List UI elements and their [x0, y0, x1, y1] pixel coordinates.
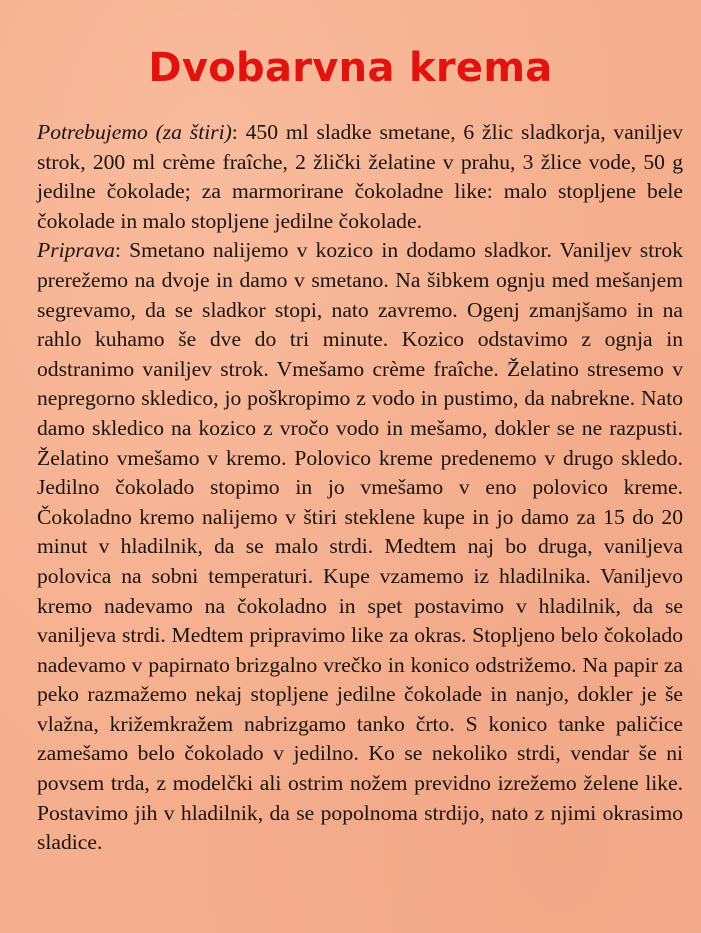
ingredients-separator: :	[231, 120, 246, 144]
ingredients-paragraph	[37, 118, 683, 236]
ingredients-text: 450 ml sladke smetane, 6 žlic sladkorja, vaniljev strok, 200 ml crème fraîche, 2 žlički želatine v prahu, 3 žlice vode, 50 g jedilne čokolade; za marmorirane čokoladne like: malo stopljene bele čokolade in malo stopljene jedilne čokolade.	[37, 120, 683, 233]
preparation-paragraph	[37, 236, 683, 857]
recipe-title: Dvobarvna krema	[148, 45, 553, 91]
preparation-text: Smetano nalijemo v kozico in dodamo sladkor. Vaniljev strok prerežemo na dvoje in damo v smetano. Na šibkem ognju med mešanjem segrevamo, da se sladkor stopi, nato zavremo. Ogenj zmanjšamo in na rahlo kuhamo še dve do tri minute. Kozico odstavimo z ognja in odstranimo vaniljev strok. Vmešamo crème fraîche. Želatino stresemo v nepregorno skledico, jo poškropimo z vodo in pustimo, da nabrekne. Nato damo skledico na kozico z vročo vodo in mešamo, dokler se ne razpusti. Želatino vmešamo v kremo. Polovico kreme predenemo v drugo skledo. Jedilno čokolado stopimo in jo vmešamo v eno polovico kreme. Čokoladno kremo nalijemo v štiri steklene kupe in jo damo za 15 do 20 minut v hladilnik, da se malo strdi. Medtem naj bo druga, vaniljeva polovica na sobni temperaturi. Kupe vzamemo iz hladilnika. Vaniljevo kremo nadevamo na čokoladno in spet postavimo v hladilnik, da se vaniljeva strdi. Medtem pripravimo like za okras. Stopljeno belo čokolado nadevamo v papirnato brizgalno vrečko in konico odstrižemo. Na papir za peko razmažemo nekaj stopljene jedilne čokolade in nanjo, dokler je še vlažna, križemkražem nabrizgamo tanko črto. S konico tanke paličice zamešamo belo čokolado v jedilno. Ko se nekoliko strdi, vendar še ni povsem trda, z modelčki ali ostrim nožem previdno izrežemo želene like. Postavimo jih v hladilnik, da se popolnoma strdijo, nato z njimi okrasimo sladice.	[37, 238, 683, 855]
ingredients-label: Potrebujemo (za štiri)	[37, 120, 232, 144]
preparation-label: Priprava	[37, 238, 115, 263]
preparation-separator: :	[114, 238, 130, 263]
recipe-body	[37, 118, 683, 858]
